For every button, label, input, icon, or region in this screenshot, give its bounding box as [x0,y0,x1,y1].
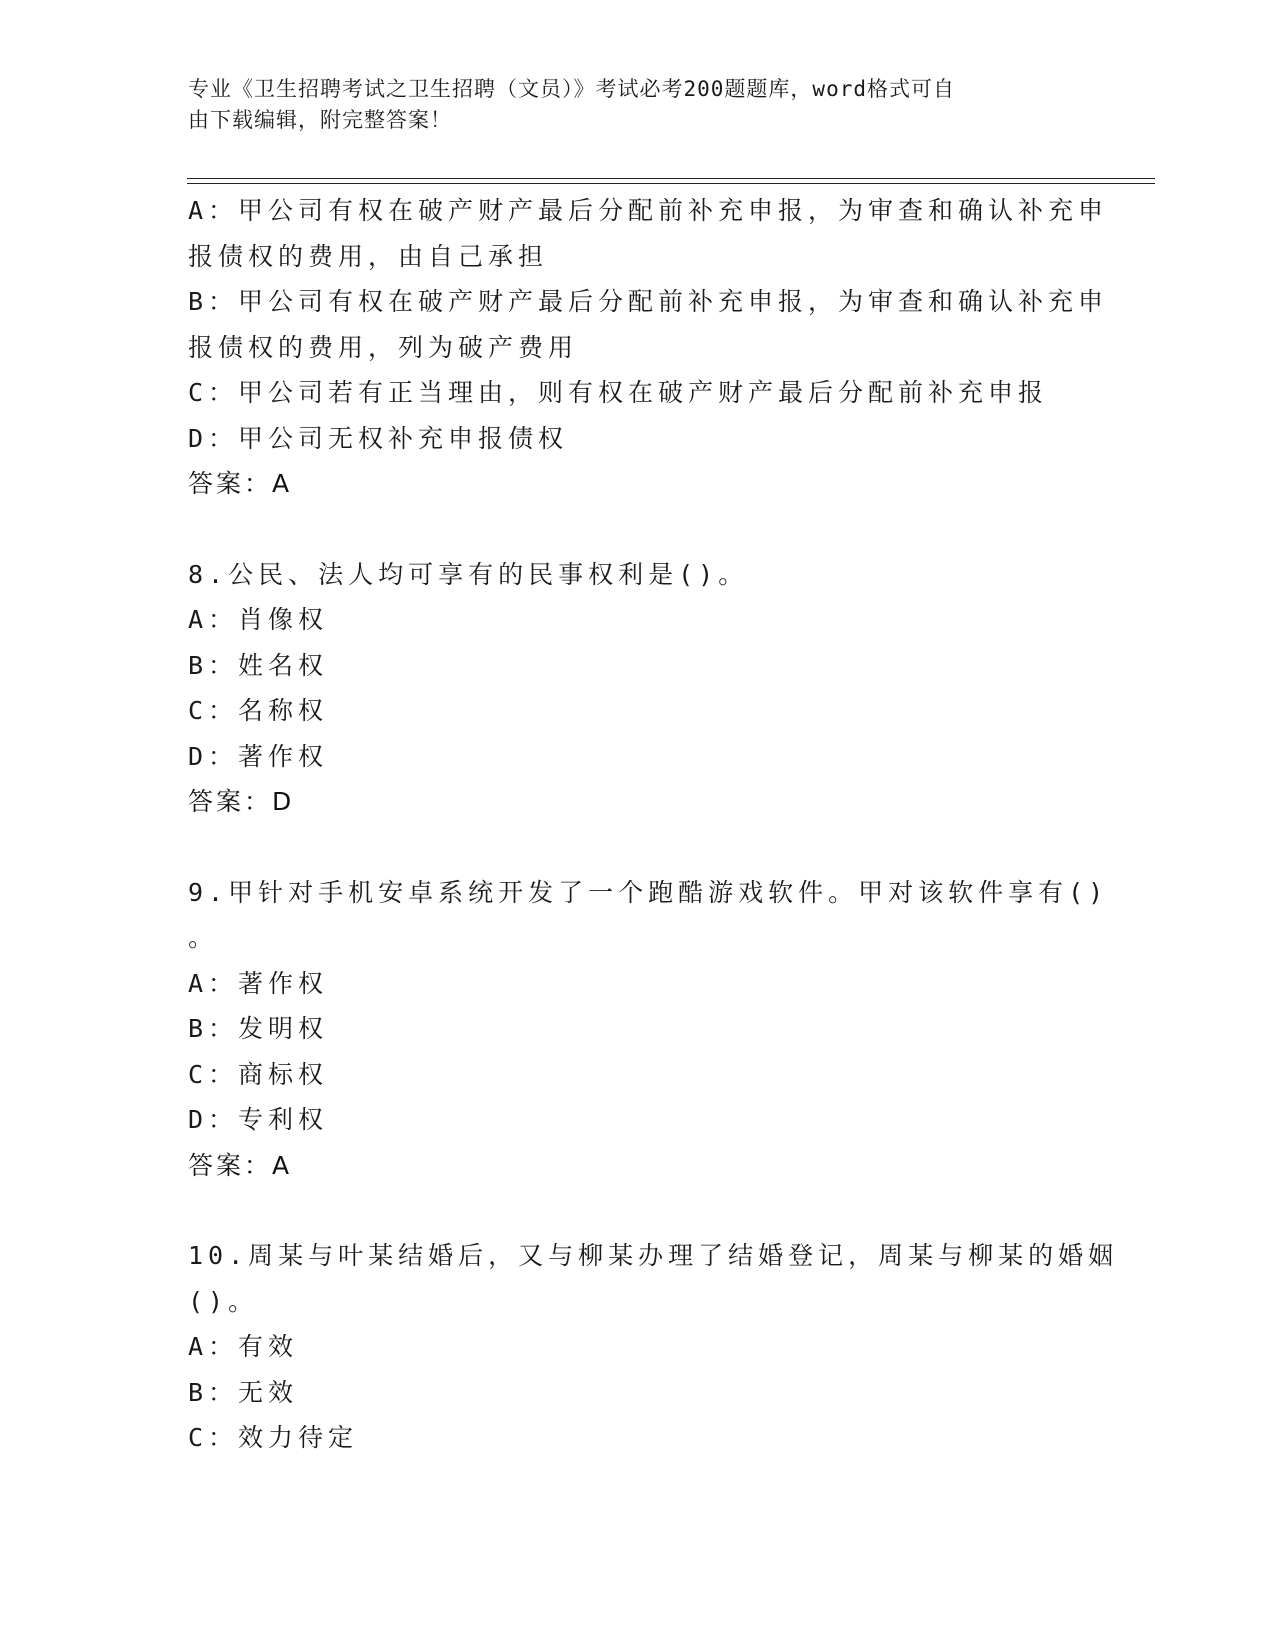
question-stem-line-1: 9.甲针对手机安卓系统开发了一个跑酷游戏软件。甲对该软件享有() [188,877,1109,907]
option-c: C：名称权 [188,696,329,725]
question-7 [188,188,1109,507]
question-9 [188,870,1109,1189]
question-stem-line-2: 。 [188,923,219,952]
option-a-line-1: A：甲公司有权在破产财产最后分配前补充申报，为审查和确认补充申 [188,196,1109,225]
spacer [188,825,1088,870]
question-8 [188,552,1088,825]
option-d: D：专利权 [188,1105,329,1134]
option-b: B：发明权 [188,1014,329,1043]
question-stem: 8.公民、法人均可享有的民事权利是()。 [188,559,749,589]
answer: 答案：A [188,1150,293,1180]
option-a: A：著作权 [188,968,329,998]
option-a: A：肖像权 [188,605,329,634]
option-a-line-2: 报债权的费用，由自己承担 [188,241,549,271]
document-header [188,74,1088,136]
question-stem-line-2: ()。 [188,1286,259,1316]
question-stem-line-1: 10.周某与叶某结婚后，又与柳某办理了结婚登记，周某与柳某的婚姻 [188,1241,1119,1270]
option-c: C：商标权 [188,1059,329,1089]
option-a: A：有效 [188,1332,299,1361]
answer: 答案：A [188,469,293,498]
question-10 [188,1233,1119,1461]
header-rule-bottom [187,183,1155,184]
option-d: D：甲公司无权补充申报债权 [188,423,569,453]
spacer [188,1188,1088,1233]
spacer [188,507,1088,552]
option-c: C：甲公司若有正当理由，则有权在破产财产最后分配前补充申报 [188,378,1049,407]
option-d: D：著作权 [188,741,329,771]
header-title-line-1: 专业《卫生招聘考试之卫生招聘（文员）》考试必考200题题库，word格式可自 [188,77,955,101]
question-body [188,188,1119,1461]
answer: 答案：D [188,787,295,816]
option-c: C：效力待定 [188,1423,359,1452]
header-rule-top [187,178,1155,179]
option-b-line-1: B：甲公司有权在破产财产最后分配前补充申报，为审查和确认补充申 [188,287,1109,316]
option-b-line-2: 报债权的费用，列为破产费用 [188,332,579,362]
option-b: B：无效 [188,1377,299,1407]
header-title-line-2: 由下载编辑，附完整答案！ [188,108,452,132]
option-b: B：姓名权 [188,650,329,680]
